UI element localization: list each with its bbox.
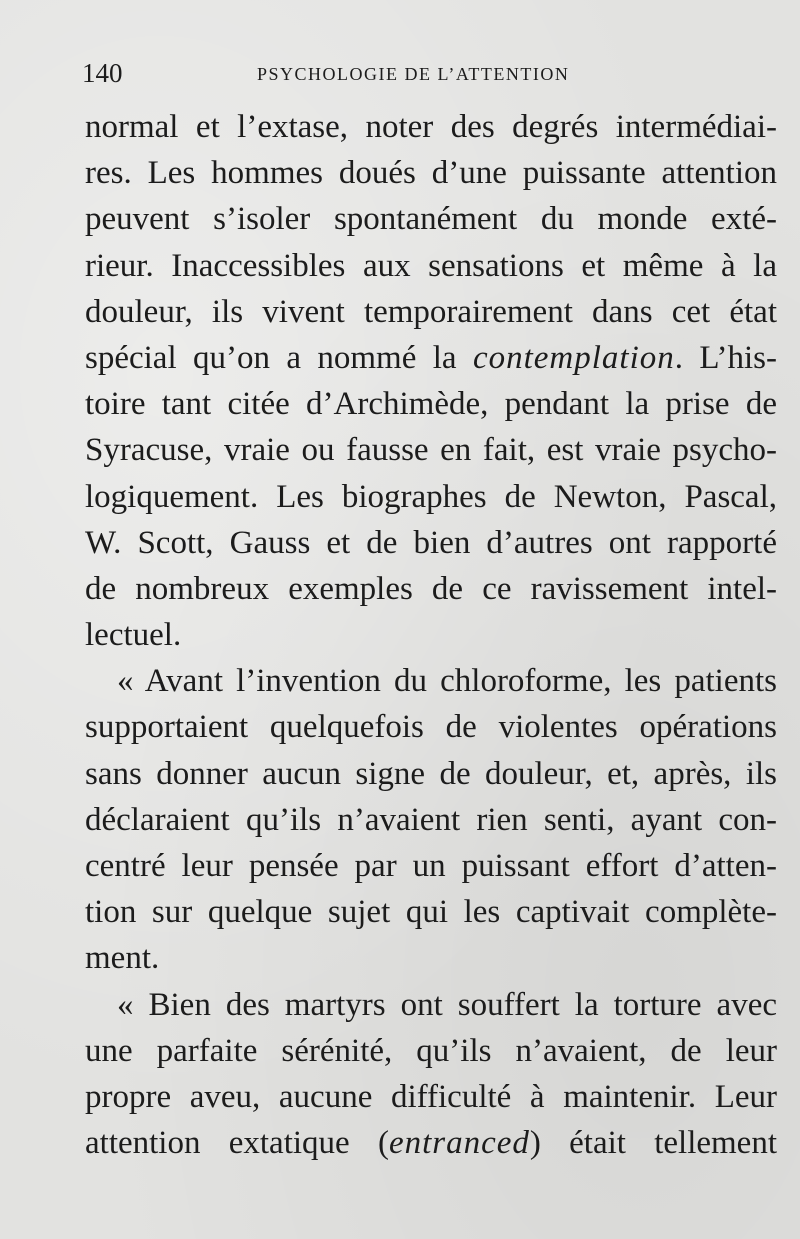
text-line: W. Scott, Gauss et de bien d’autres ont rapporté xyxy=(85,524,777,561)
italic-term: contemplation xyxy=(472,339,675,376)
text-line: « Bien des martyrs ont souffert la torture avec xyxy=(117,986,777,1023)
page-header xyxy=(82,58,782,92)
text-span: . L’his- xyxy=(674,339,777,376)
text-line: douleur, ils vivent temporairement dans cet état xyxy=(85,293,777,330)
text-line: une parfaite sérénité, qu’ils n’avaient, de leur xyxy=(85,1032,777,1069)
text-line: centré leur pensée par un puissant effort d’atten- xyxy=(85,848,777,884)
text-line: supportaient quelquefois de violentes opérations xyxy=(85,709,777,746)
text-line: « Avant l’invention du chloroforme, les patients xyxy=(117,663,777,700)
text-line: peuvent s’isoler spontanément du monde exté- xyxy=(85,201,777,238)
text-line: de nombreux exemples de ce ravissement intel- xyxy=(85,570,777,607)
paragraph xyxy=(85,104,777,658)
text-span: ) était tellement xyxy=(529,1125,777,1162)
paragraph xyxy=(85,982,777,1167)
text-line: toire tant citée d’Archimède, pendant la prise de xyxy=(85,386,777,423)
text-line: tion sur quelque sujet qui les captivait complète- xyxy=(85,894,777,931)
text-line xyxy=(85,335,777,381)
text-line: propre aveu, aucune difficulté à maintenir. Leur xyxy=(85,1078,777,1115)
text-line: logiquement. Les biographes de Newton, Pascal, xyxy=(85,478,777,515)
text-line: res. Les hommes doués d’une puissante attention xyxy=(85,155,777,192)
text-line: lectuel. xyxy=(85,617,182,654)
text-span: spécial qu’on a nommé la xyxy=(85,339,473,376)
text-span: attention extatique ( xyxy=(85,1125,389,1162)
text-line: déclaraient qu’ils n’avaient rien senti, ayant con- xyxy=(85,801,777,838)
text-line xyxy=(85,1120,777,1166)
paragraph xyxy=(85,658,777,981)
text-line: normal et l’extase, noter des degrés intermédiai- xyxy=(85,109,777,145)
running-title: PSYCHOLOGIE DE L’ATTENTION xyxy=(257,64,570,84)
text-line: Syracuse, vraie ou fausse en fait, est vraie psycho- xyxy=(85,432,777,469)
body-text xyxy=(85,104,777,1166)
text-line: rieur. Inaccessibles aux sensations et même à la xyxy=(85,247,777,284)
text-line: ment. xyxy=(85,940,160,977)
text-line: sans donner aucun signe de douleur, et, après, ils xyxy=(85,755,777,792)
page-number: 140 xyxy=(82,58,123,88)
italic-term: entranced xyxy=(388,1125,530,1162)
